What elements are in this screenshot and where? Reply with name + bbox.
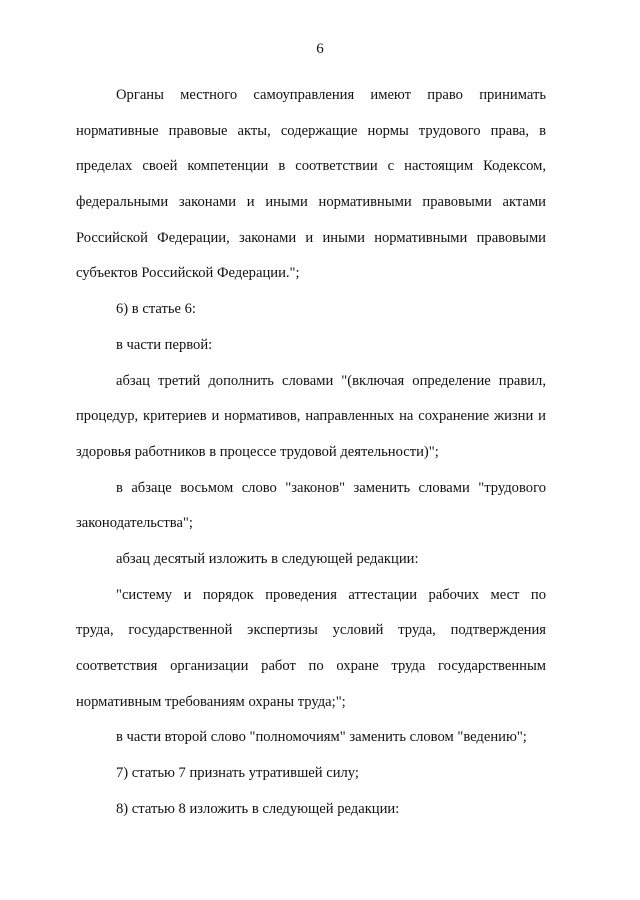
text-line: пределах своей компетенции в соответствии с настоящим Кодексом,: [76, 158, 546, 175]
text-line: процедур, критериев и нормативов, направленных на сохранение жизни и: [76, 408, 546, 425]
document-body: [76, 78, 546, 827]
text-line: соответствия организации работ по охране труда государственным: [76, 658, 546, 674]
paragraph: [116, 792, 546, 828]
text-line: в абзаце восьмом слово "законов" заменить словами "трудового: [116, 479, 546, 496]
text-line: 8) статью 8 изложить в следующей редакции:: [116, 800, 400, 817]
text-line: здоровья работников в процессе трудовой деятельности)";: [76, 443, 439, 460]
text-line: субъектов Российской Федерации.";: [76, 265, 300, 282]
text-line: федеральными законами и иными нормативными правовыми актами: [76, 194, 546, 211]
text-line: "систему и порядок проведения аттестации рабочих мест по: [116, 586, 546, 603]
paragraph: [116, 756, 546, 792]
text-line: абзац третий дополнить словами "(включая определение правил,: [116, 372, 546, 389]
text-line: Российской Федерации, законами и иными нормативными правовыми: [76, 229, 546, 246]
paragraph: [116, 328, 546, 364]
text-line: нормативные правовые акты, содержащие нормы трудового права, в: [76, 122, 546, 139]
text-line: в части первой:: [116, 336, 213, 353]
paragraph: [76, 578, 546, 721]
paragraph: [76, 364, 546, 471]
paragraph: [76, 78, 546, 292]
paragraph: [76, 471, 546, 542]
text-line: нормативным требованиям охраны труда;";: [76, 693, 346, 710]
paragraph: [116, 292, 546, 328]
text-line: Органы местного самоуправления имеют право принимать: [116, 87, 546, 103]
paragraph: [116, 542, 546, 578]
text-line: труда, государственной экспертизы условий труда, подтверждения: [76, 622, 546, 639]
text-line: в части второй слово "полномочиям" заменить словом "ведению";: [116, 729, 527, 746]
text-line: 6) в статье 6:: [116, 301, 196, 318]
text-line: 7) статью 7 признать утратившей силу;: [116, 765, 359, 782]
page-number: 6: [316, 41, 324, 57]
paragraph: [116, 720, 546, 756]
text-line: абзац десятый изложить в следующей редакции:: [116, 550, 419, 567]
text-line: законодательства";: [76, 515, 193, 532]
